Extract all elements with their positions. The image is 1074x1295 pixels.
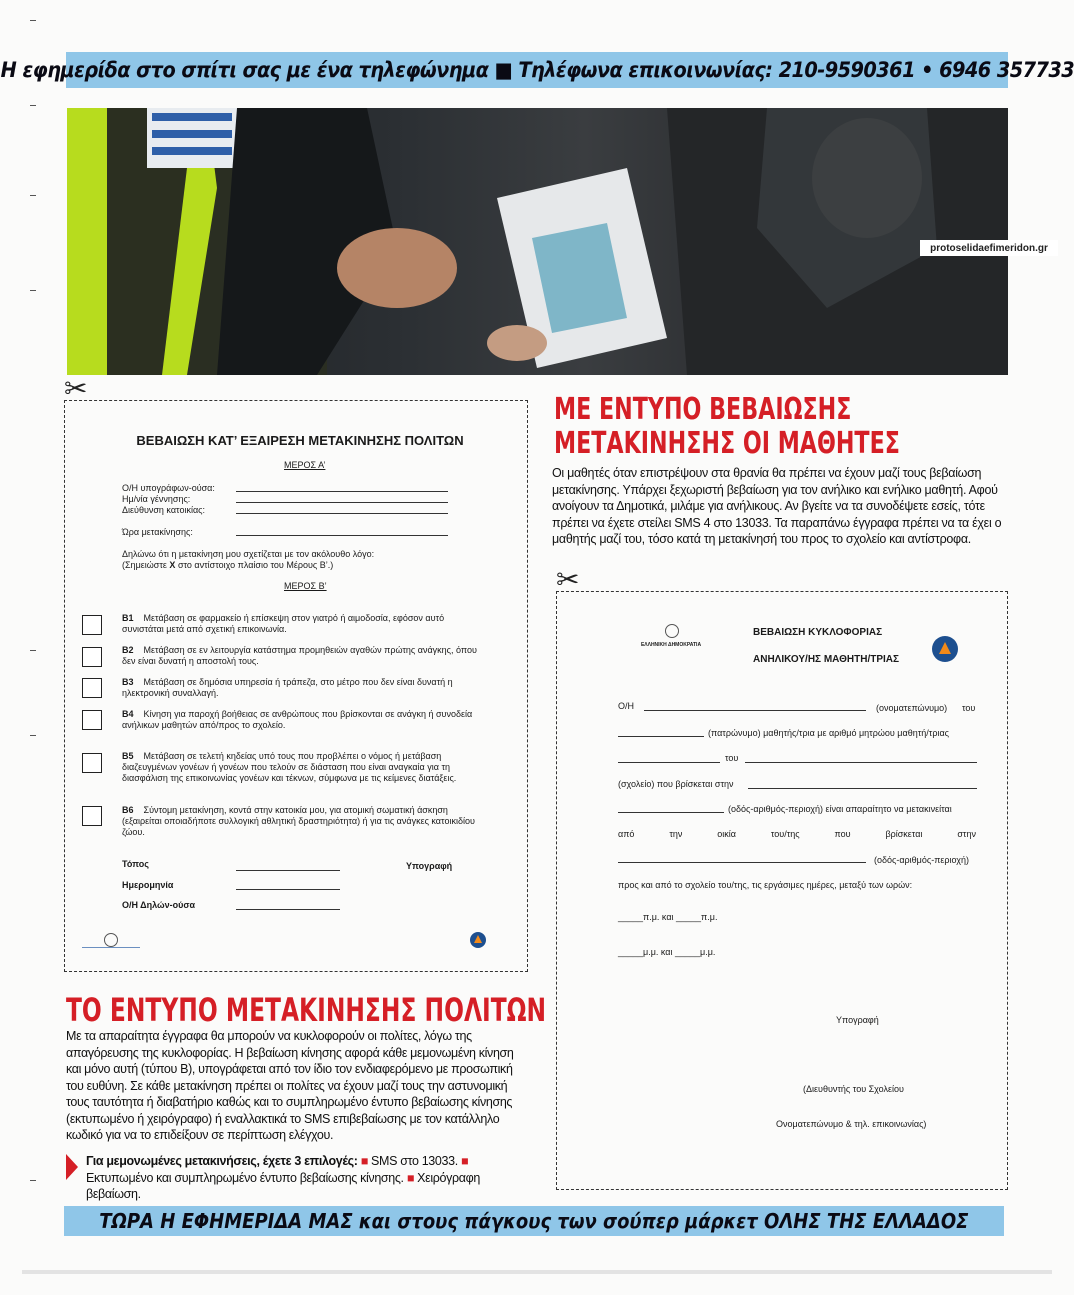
greek-emblem-icon [104, 933, 118, 947]
student-form-title1: ΒΕΒΑΙΩΣΗ ΚΥΚΛΟΦΟΡΙΑΣ [753, 627, 883, 638]
ministry-mark [82, 947, 140, 958]
date-label: Ημερομηνία [122, 880, 174, 890]
part-a-label: ΜΕΡΟΣ Α’ [284, 460, 326, 470]
checkbox-b2[interactable] [82, 647, 102, 667]
citizens-body: Με τα απαραίτητα έγγραφα θα μπορούν να κυκλοφορούν οι πολίτες, λόγω της απαγόρευσης της κυκλοφορίας. Η βεβαίωση κίνησης αφορά κάθε μεμονωμένη κίνηση και μόνο αυτή (τύπου Β), υπογράφεται από τον ίδιο τον ενδιαφερόμενο με προσωπική του ευθύνη. Σε κάθε μετακίνηση πρέπει οι πολίτες να έχουν μαζί τους την αστυνομική τους ταυτότητα ή διαβατήριο καθώς και το συμπληρωμένο έντυπο βεβαίωσης κίνησης (εκτυπωμένο ή χειρόγραφο) ή εναλλακτικά το SMS επιβεβαίωσης με τον κατάλληλο κωδικό για να το επιδείξουν σε περίπτωση ελέγχου. [66, 1029, 514, 1142]
red-arrow-icon [66, 1154, 78, 1180]
am-hours[interactable]: _____π.μ. και _____π.μ. [618, 912, 718, 922]
student-form-title2: ΑΝΗΛΙΚΟΥ/ΗΣ ΜΑΘΗΤΗ/ΤΡΙΑΣ [753, 654, 899, 665]
tou-label: του [962, 703, 976, 713]
home-address-label: (οδός-αριθμός-περιοχή) [874, 855, 970, 865]
part-b-label: ΜΕΡΟΣ Β’ [284, 581, 327, 591]
checkbox-b5[interactable] [82, 753, 102, 773]
hours-text: προς και από το σχολείο του/της, τις εργάσιμες ημέρες, μεταξύ των ωρών: [618, 880, 913, 890]
home-address-line[interactable] [618, 862, 866, 863]
name-line[interactable] [644, 710, 866, 711]
civil-protection-icon [932, 636, 958, 662]
scissors-icon: ✂ [556, 564, 580, 595]
option-b1: Β1 Μετάβαση σε φαρμακείο ή επίσκεψη στον γιατρό ή αιμοδοσία, εφόσον αυτό συνιστάται μετά από σχετική επικοινωνία. [122, 613, 445, 634]
photo-illustration [67, 108, 1008, 375]
declarant-label: Ο/Η Δηλών-ούσα [122, 900, 196, 910]
declaration-note: (Σημειώστε Χ στο αντίστοιχο πλαίσιο του Μέρους Β’.) [122, 560, 334, 570]
signature-label: Υπογραφή [406, 861, 453, 871]
margin-mark [30, 20, 36, 21]
margin-mark [30, 105, 36, 106]
margin-mark [30, 735, 36, 736]
name-label: (ονοματεπώνυμο) [876, 703, 948, 713]
checkbox-b3[interactable] [82, 678, 102, 698]
option-b4: Β4 Κίνηση για παροχή βοήθειας σε ανθρώπους που βρίσκονται σε ανάγκη ή συνοδεία ανήλικων μαθητών από/προς το σχολείο. [122, 709, 473, 730]
place-label: Τόπος [122, 859, 149, 869]
checkbox-b4[interactable] [82, 710, 102, 730]
student-signature-label: Υπογραφή [836, 1015, 879, 1025]
registry-line[interactable] [618, 762, 720, 763]
address-label: (οδός-αριθμός-περιοχή) είναι απαραίτητο να μετακινείται [728, 804, 952, 814]
civil-protection-icon [470, 932, 486, 948]
place-line[interactable] [236, 870, 340, 871]
from-home-row: από την οικία του/της που βρίσκεται στην [618, 829, 976, 839]
field-line-address[interactable] [236, 513, 448, 514]
pm-hours[interactable]: _____μ.μ. και _____μ.μ. [618, 947, 716, 957]
option-b2: Β2 Μετάβαση σε εν λειτουργία κατάστημα προμηθειών αγαθών πρώτης ανάγκης, όπου δεν είναι δυνατή η αποστολή τους. [122, 645, 477, 666]
margin-mark [30, 290, 36, 291]
field-line-dob[interactable] [236, 502, 448, 503]
watermark: protoselidaefimeridon.gr [920, 240, 1058, 256]
contact-label: Ονοματεπώνυμο & τηλ. επικοινωνίας) [776, 1119, 927, 1129]
option-b5: Β5 Μετάβαση σε τελετή κηδείας υπό τους που προβλέπει ο νόμος ή μετάβαση διαζευγμένων γονέων ή γονέων που τελούν σε διάσταση που είναι αναγκαία για τη διασφάλιση της επικοινωνίας γονέων και τέκνων, σύμφωνα με τις κείμενες διατάξεις. [122, 751, 457, 783]
oh-label: Ο/Η [618, 701, 635, 711]
field-label-dob: Ημ/νία γέννησης: [122, 494, 191, 504]
citizen-form-title: ΒΕΒΑΙΩΣΗ ΚΑΤ’ ΕΞΑΙΡΕΣΗ ΜΕΤΑΚΙΝΗΣΗΣ ΠΟΛΙΤΩΝ [136, 433, 464, 448]
address-line[interactable] [618, 812, 724, 813]
field-line-time[interactable] [236, 535, 448, 536]
citizens-options: Για μεμονωμένες μετακινήσεις, έχετε 3 επιλογές: ■ SMS στο 13033. ■ Εκτυπωμένο και συμπληρωμένο έντυπο βεβαίωσης κίνησης. ■ Χειρόγραφη βεβαίωση. [86, 1154, 481, 1201]
students-body: Οι μαθητές όταν επιστρέψουν στα θρανία θα πρέπει να έχουν μαζί τους βεβαίωση μετακίνησης. Υπάρχει ξεχωριστή βεβαίωση για τον ανήλικο και ενήλικο μαθητή. Αφού ανοίγουν τα Δημοτικά, μιλάμε για ανήλικους. Αν βγείτε να τα συνοδέψετε εσείς, τότε πρέπει να έχετε στείλει SMS 4 στο 13033. Τα παραπάνω έγγραφα πρέπει να τα έχει ο μαθητής μαζί του, τόσο κατά τη μετακίνησή του προς το σχολείο και αντίστροφα. [552, 466, 1002, 546]
page-edge [22, 1270, 1052, 1274]
photo-police-check [67, 108, 1008, 375]
field-label-time: Ώρα μετακίνησης: [122, 527, 193, 537]
school-line[interactable] [745, 762, 977, 763]
field-line-signer[interactable] [236, 491, 448, 492]
top-banner [0, 52, 1074, 88]
top-banner-text: Η εφημερίδα στο σπίτι σας με ένα τηλεφώνημα ■ Τηλέφωνα επικοινωνίας: 210-9590361 • 6946 357733 [0, 58, 1074, 82]
students-title-line1: ΜΕ ΕΝΤΥΠΟ ΒΕΒΑΙΩΣΗΣ [554, 392, 852, 427]
option-b3: Β3 Μετάβαση σε δημόσια υπηρεσία ή τράπεζα, στο μέτρο που δεν είναι δυνατή η ηλεκτρονική συναλλαγή. [122, 677, 453, 698]
field-label-address: Διεύθυνση κατοικίας: [122, 505, 205, 515]
citizens-title: ΤΟ ΕΝΤΥΠΟ ΜΕΤΑΚΙΝΗΣΗΣ ΠΟΛΙΤΩΝ [66, 991, 547, 1029]
father-line[interactable] [618, 736, 704, 737]
father-label: (πατρώνυμο) μαθητής/τρια με αριθμό μητρώου μαθητή/τριας [708, 728, 949, 738]
option-b6: Β6 Σύντομη μετακίνηση, κοντά στην κατοικία μου, για ατομική σωματική άσκηση (εξαιρείται οποιαδήποτε συλλογική αθλητική δραστηριότητα) ή για τις ανάγκες κατοικιδίου ζώου. [122, 805, 475, 837]
bottom-banner-text: ΤΩΡΑ Η ΕΦΗΜΕΡΙΔΑ ΜΑΣ και στους πάγκους των σούπερ μάρκετ ΟΛΗΣ ΤΗΣ ΕΛΛΑΔΟΣ [99, 1209, 969, 1233]
declaration-text: Δηλώνω ότι η μετακίνηση μου σχετίζεται με τον ακόλουθο λόγο: [122, 549, 375, 559]
date-line[interactable] [236, 889, 340, 890]
field-label-signer: Ο/Η υπογράφων-ούσα: [122, 483, 215, 493]
bottom-banner [64, 1206, 1004, 1236]
school-label: (σχολείο) που βρίσκεται στην [618, 779, 734, 789]
declarant-line[interactable] [236, 909, 340, 910]
greek-emblem-icon [665, 624, 679, 638]
ministry-label: ΕΛΛΗΝΙΚΗ ΔΗΜΟΚΡΑΤΙΑ [640, 642, 702, 648]
students-title-line2: ΜΕΤΑΚΙΝΗΣΗΣ ΟΙ ΜΑΘΗΤΕΣ [554, 426, 900, 461]
director-label: (Διευθυντής του Σχολείου [803, 1084, 904, 1094]
tou2-label: του [725, 753, 739, 763]
margin-mark [30, 195, 36, 196]
margin-mark [30, 1180, 36, 1181]
margin-mark [30, 650, 36, 651]
scissors-icon: ✂ [64, 373, 88, 404]
checkbox-b1[interactable] [82, 615, 102, 635]
checkbox-b6[interactable] [82, 806, 102, 826]
school-address-line[interactable] [748, 788, 977, 789]
